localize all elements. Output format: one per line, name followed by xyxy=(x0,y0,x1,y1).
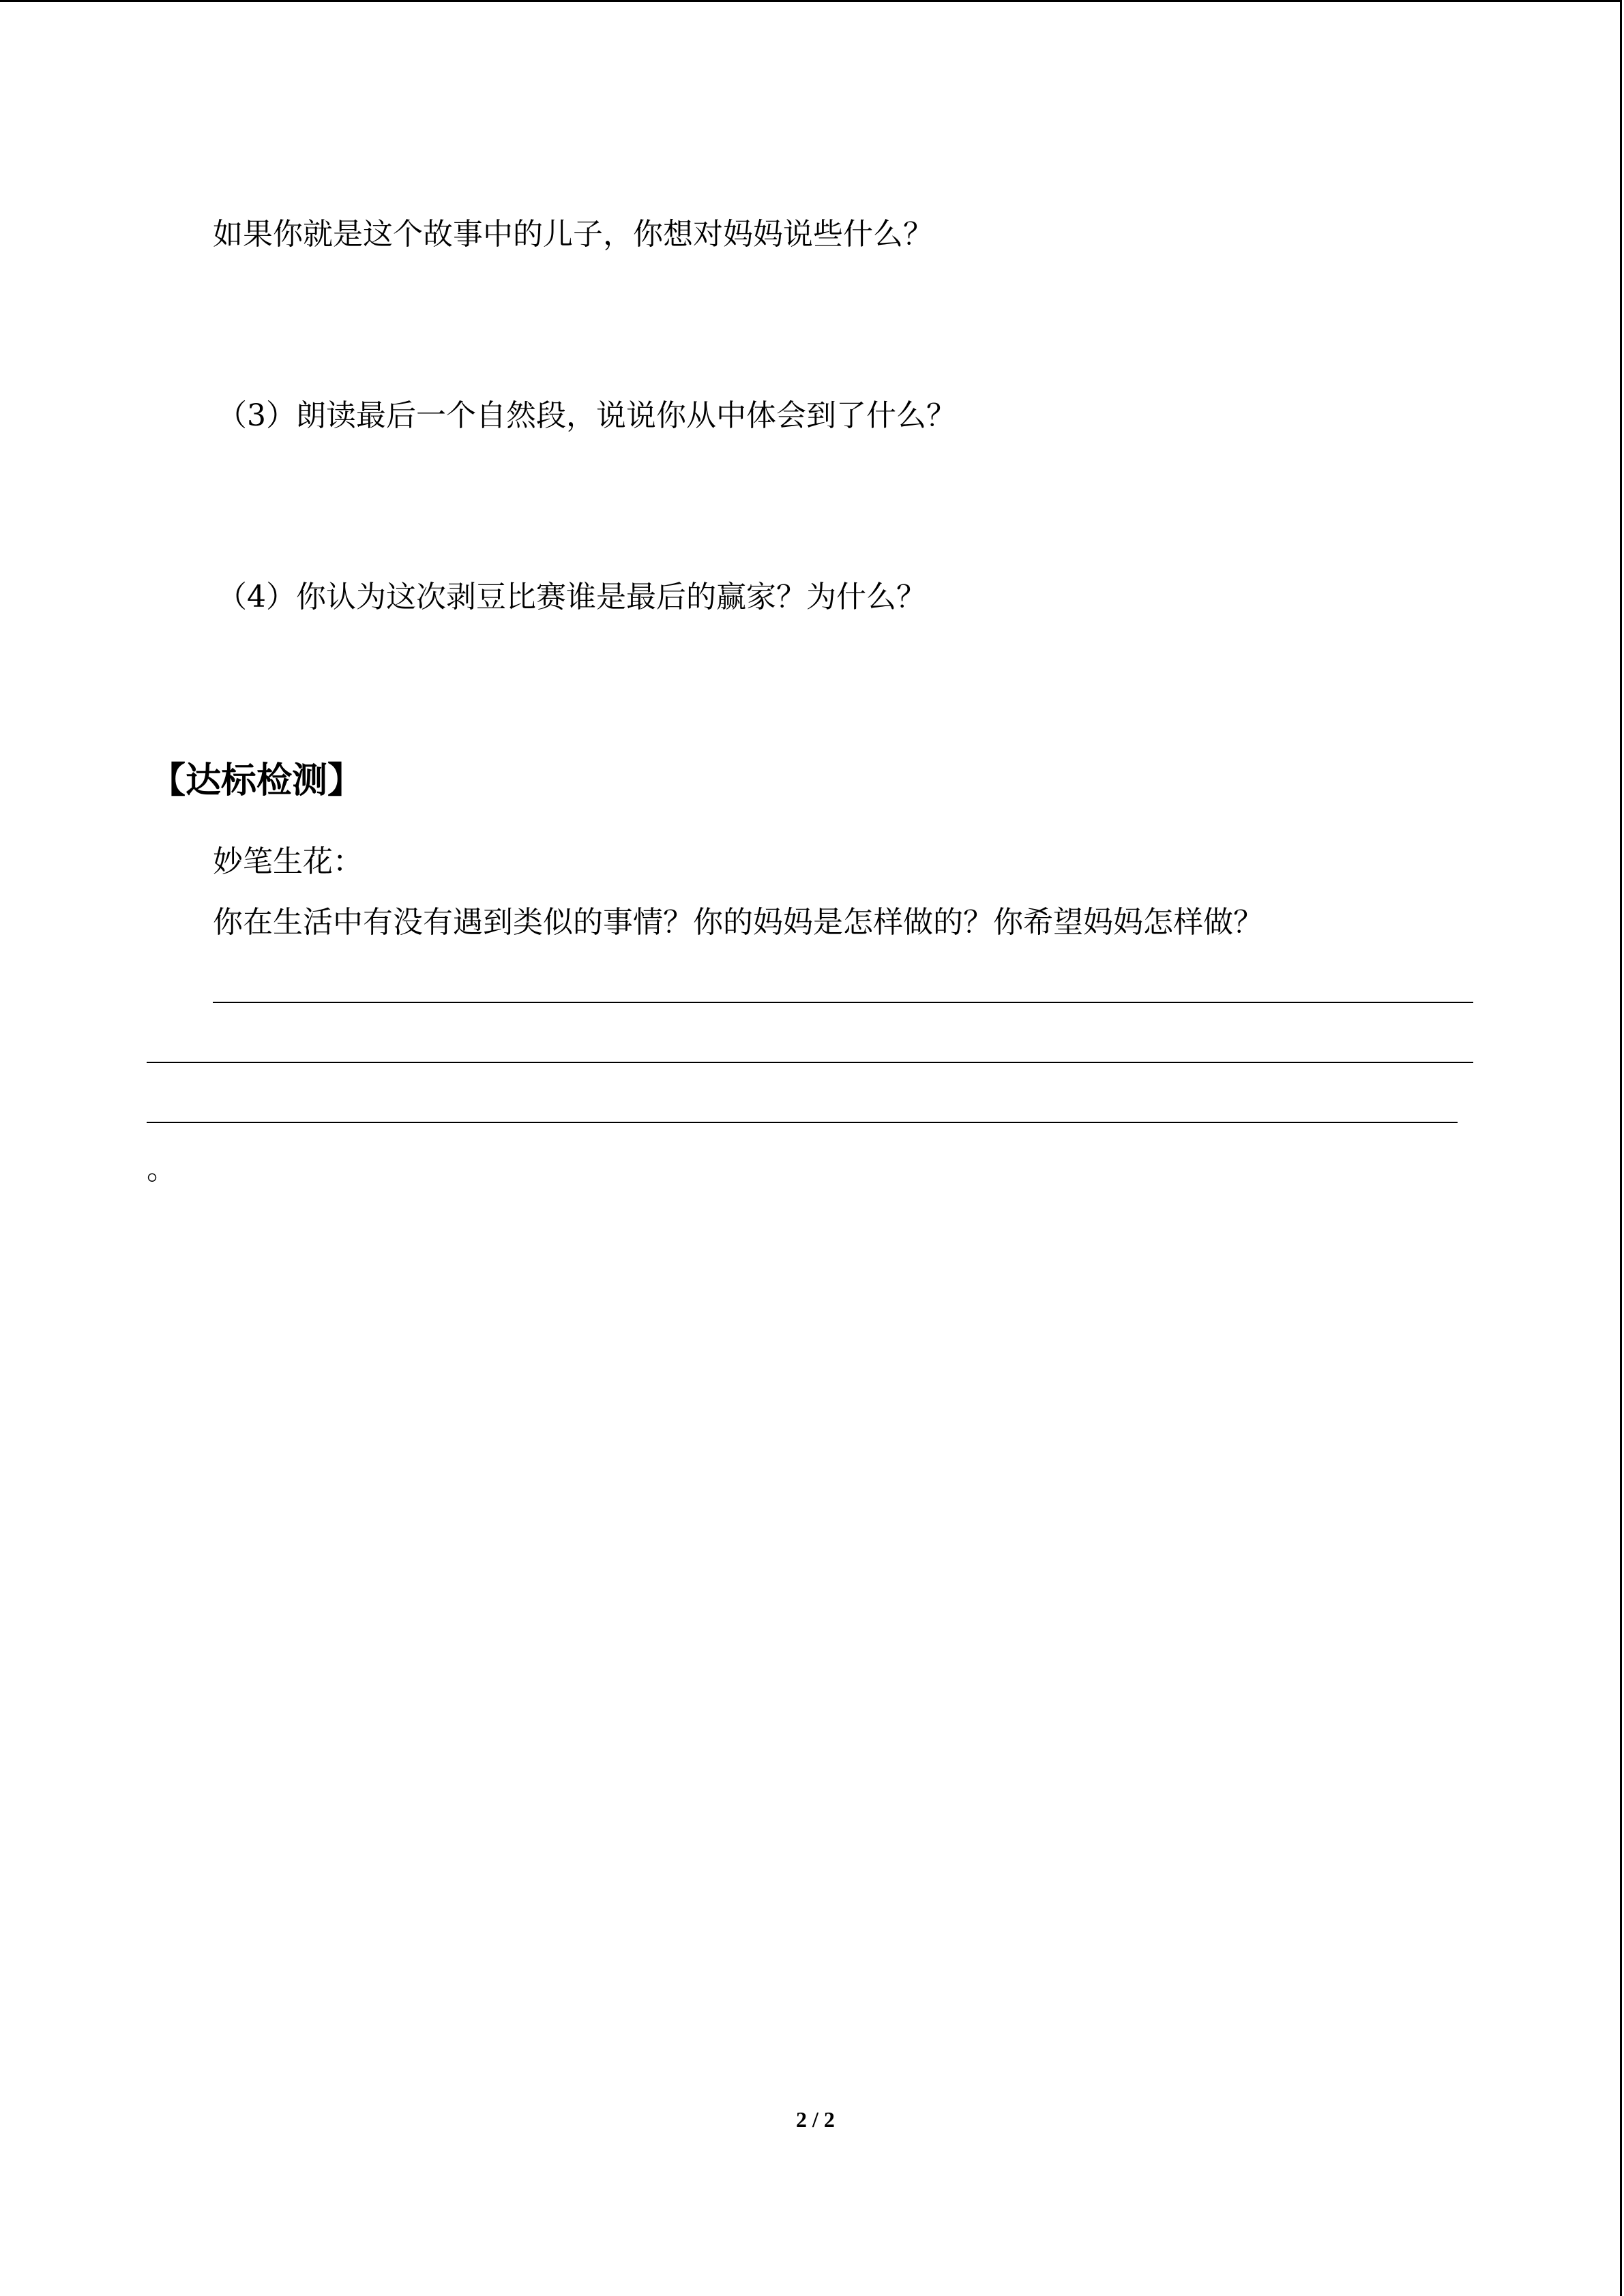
prompt-text: 你在生活中有没有遇到类似的事情？你的妈妈是怎样做的？你希望妈妈怎样做？ xyxy=(213,905,1263,940)
answer-line-1 xyxy=(213,1002,1473,1003)
answer-line-2 xyxy=(147,1062,1473,1063)
answer-line-3 xyxy=(147,1122,1458,1123)
end-mark: 。 xyxy=(147,1152,177,1187)
question-4: （4）你认为这次剥豆比赛谁是最后的赢家？为什么？ xyxy=(217,580,926,614)
son-question: 如果你就是这个故事中的儿子，你想对妈妈说些什么？ xyxy=(213,217,933,252)
page-number: 2 / 2 xyxy=(796,2107,835,2132)
section-heading: 【达标检测】 xyxy=(150,760,364,801)
prompt-label: 妙笔生花： xyxy=(213,844,363,879)
question-3: （3）朗读最后一个自然段，说说你从中体会到了什么？ xyxy=(217,398,956,433)
